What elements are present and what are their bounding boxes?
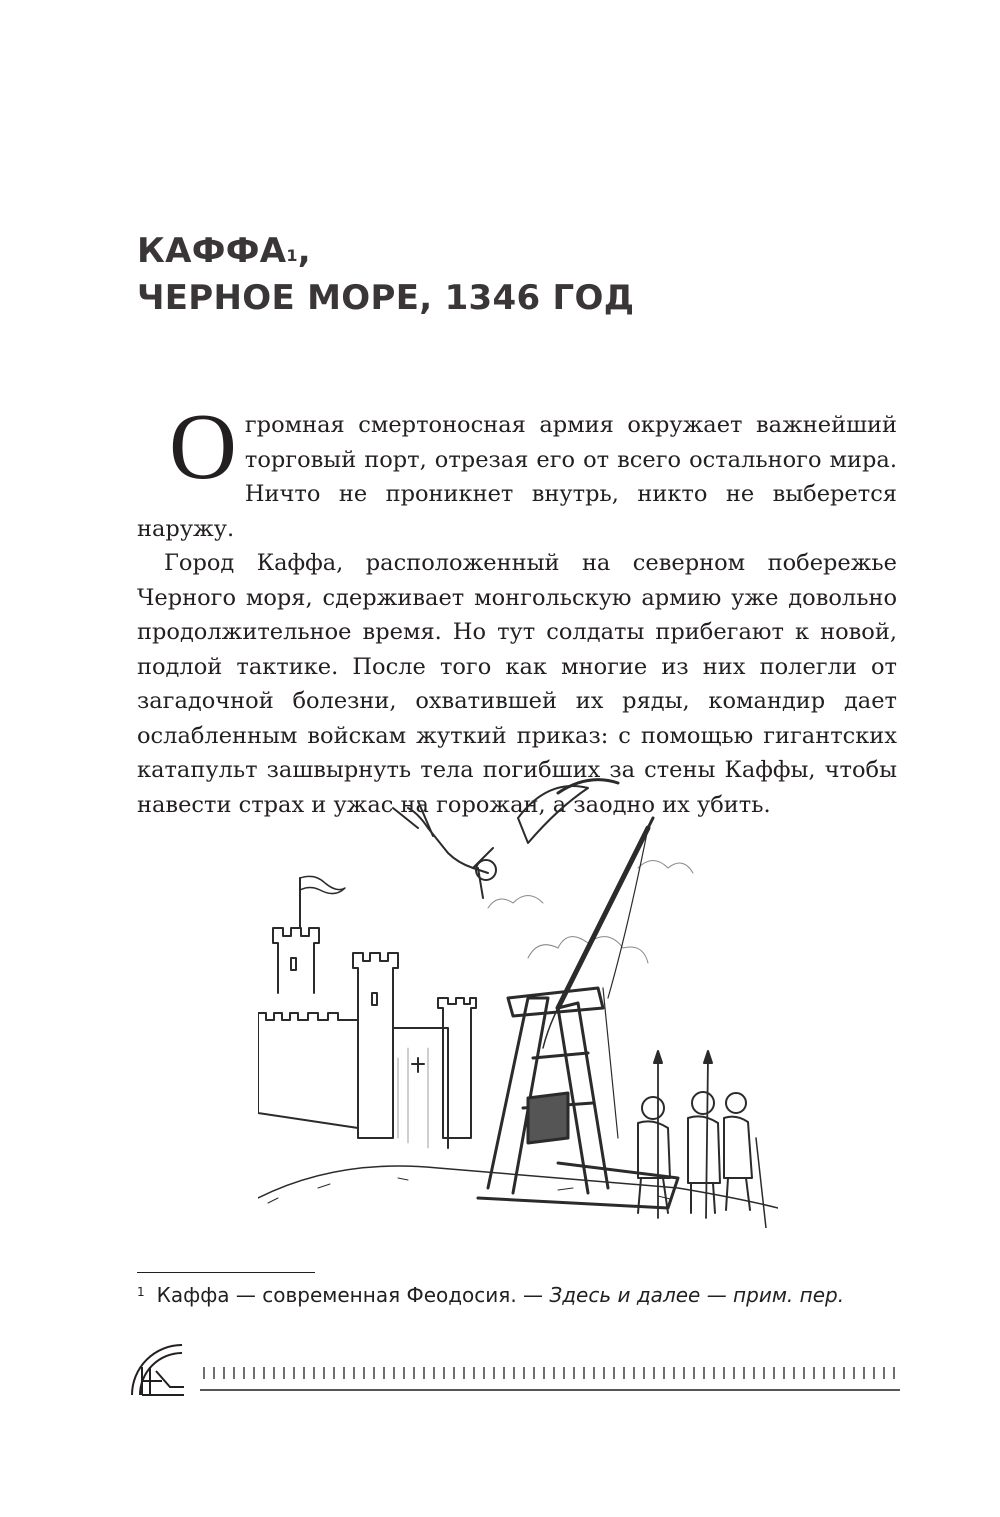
- footnote: [137, 1283, 844, 1307]
- footnote-italic: Здесь и далее — прим. пер.: [549, 1283, 845, 1307]
- chapter-title: [137, 228, 634, 322]
- title-line-1: КАФФА$^1$,: [137, 231, 312, 271]
- falling-body-figure: [393, 801, 496, 898]
- footnote-text: Каффа — современная Феодосия. —: [156, 1283, 550, 1307]
- trebuchet-illustration: [258, 758, 778, 1228]
- footnote-divider: [137, 1272, 315, 1273]
- publisher-logo-icon: [122, 1335, 194, 1397]
- paragraph-1: Огромная смертоносная армия окружает важнейший торговый порт, отрезая его от всего остального мира. Ничто не проникнет внутрь, никто не выберется наружу.: [137, 395, 897, 542]
- footnote-ref[interactable]: 1: [286, 246, 298, 265]
- trebuchet: [478, 818, 678, 1208]
- castle: [258, 876, 476, 1148]
- page-ruler-decoration: [200, 1357, 900, 1393]
- drop-cap: О: [169, 395, 237, 499]
- footnote-number: 1: [137, 1285, 145, 1299]
- title-line-2: ЧЕРНОЕ МОРЕ, 1346 ГОД: [137, 278, 635, 318]
- paragraph-2: Город Каффа, расположенный на северном побережье Черного моря, сдерживает монгольскую армию уже довольно продолжительное время. Но тут солдаты прибегают к новой, подлой тактике. После того как многие из них полегли от загадочной болезни, охватившей их ряды, командир дает ослабленным войскам жуткий приказ: с помощью гигантских катапульт зашвырнуть тела погибших за стены Каффы, чтобы навести страх и ужас на горожан, а заодно их убить.: [137, 550, 897, 818]
